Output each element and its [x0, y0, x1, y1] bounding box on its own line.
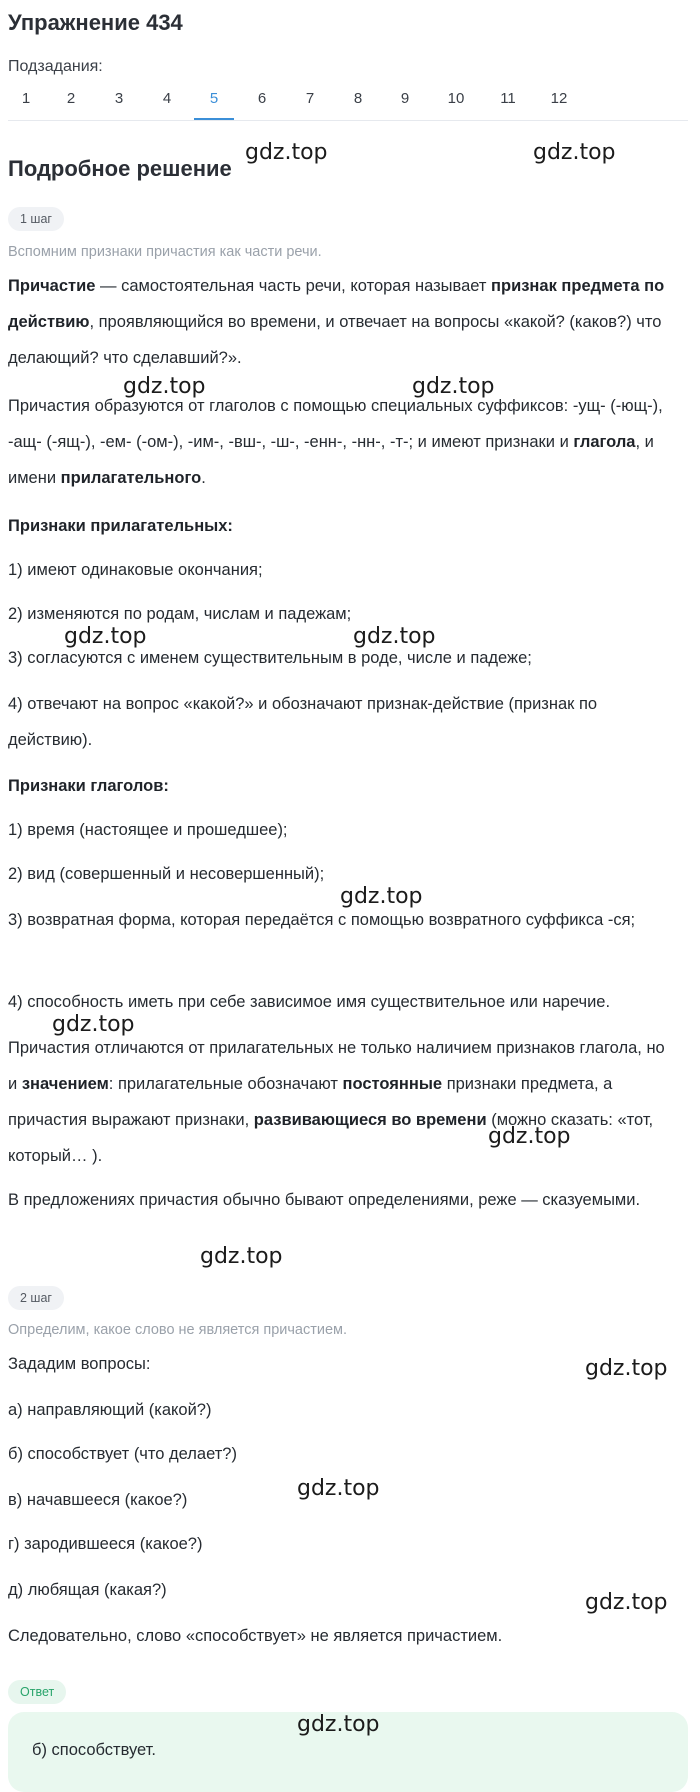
watermark: gdz.top — [297, 1712, 380, 1737]
answer-text: б) способствует. — [32, 1741, 156, 1759]
conclusion-text: Следовательно, слово «способствует» не является причастием. — [8, 1627, 503, 1645]
tab-7[interactable]: 7 — [305, 90, 315, 107]
subtask-tabs — [8, 86, 688, 121]
tab-4[interactable]: 4 — [162, 90, 172, 107]
watermark: gdz.top — [52, 1012, 135, 1037]
syntax-role-paragraph: В предложениях причастия обычно бывают определениями, реже — сказуемыми. — [8, 1191, 641, 1209]
watermark: gdz.top — [64, 624, 147, 649]
watermark: gdz.top — [245, 140, 328, 165]
definition-paragraph: Причастие — самостоятельная часть речи, которая называет признак предмета по действию, проявляющийся во времени, и отвечает на вопросы «какой? (каков?) что делающий? что сделавший?». — [8, 277, 665, 367]
tab-9[interactable]: 9 — [400, 90, 410, 107]
tab-12[interactable]: 12 — [550, 90, 568, 107]
watermark: gdz.top — [353, 624, 436, 649]
tab-3[interactable]: 3 — [114, 90, 124, 107]
step-2-badge: 2 шаг — [8, 1286, 64, 1310]
tab-11[interactable]: 11 — [500, 90, 516, 107]
adjective-features-heading: Признаки прилагательных: — [8, 517, 233, 535]
list-item: 4) способность иметь при себе зависимое имя существительное или наречие. — [8, 993, 611, 1011]
questions-intro: Зададим вопросы: — [8, 1355, 151, 1373]
tab-5[interactable]: 5 — [209, 90, 219, 107]
active-tab-indicator — [194, 118, 234, 120]
watermark: gdz.top — [585, 1590, 668, 1615]
subtasks-label: Подзадания: — [8, 58, 103, 75]
watermark: gdz.top — [297, 1476, 380, 1501]
tab-8[interactable]: 8 — [353, 90, 363, 107]
list-item: д) любящая (какая?) — [8, 1581, 167, 1599]
list-item: 4) отвечают на вопрос «какой?» и обозначают признак-действие (признак по действию). — [8, 695, 598, 749]
list-item: 2) изменяются по родам, числам и падежам; — [8, 605, 352, 623]
suffixes-paragraph: Причастия образуются от глаголов с помощью специальных суффиксов: -ущ- (-ющ-), -ащ- (-ящ-), -ем- (-ом-), -им-, -вш-, -ш-, -енн-, -нн-, -т-; и имеют признаки и глагола, и имени прилагательного. — [8, 397, 663, 487]
list-item: в) начавшееся (какое?) — [8, 1491, 188, 1509]
verb-features-heading: Признаки глаголов: — [8, 777, 169, 795]
tab-6[interactable]: 6 — [257, 90, 267, 107]
step-2-hint: Определим, какое слово не является причастием. — [8, 1322, 348, 1338]
watermark: gdz.top — [585, 1356, 668, 1381]
step-1-hint: Вспомним признаки причастия как части речи. — [8, 244, 322, 260]
page-title: Упражнение 434 — [8, 10, 183, 35]
watermark: gdz.top — [123, 374, 206, 399]
difference-paragraph: Причастия отличаются от прилагательных не только наличием признаков глагола, но и значением: прилагательные обозначают постоянные признаки предмета, а причастия выражают признаки, развивающиеся во времени (можно сказать: «тот, который… ). — [8, 1039, 665, 1165]
watermark: gdz.top — [200, 1244, 283, 1269]
tab-1[interactable]: 1 — [21, 90, 31, 107]
list-item: 3) согласуются с именем существительным в роде, числе и падеже; — [8, 649, 532, 667]
tab-2[interactable]: 2 — [66, 90, 76, 107]
list-item: 1) время (настоящее и прошедшее); — [8, 821, 288, 839]
tab-10[interactable]: 10 — [447, 90, 465, 107]
watermark: gdz.top — [488, 1124, 571, 1149]
list-item: б) способствует (что делает?) — [8, 1445, 237, 1463]
answer-badge: Ответ — [8, 1680, 66, 1704]
step-1-badge: 1 шаг — [8, 207, 64, 231]
watermark: gdz.top — [340, 884, 423, 909]
list-item: 3) возвратная форма, которая передаётся с помощью возвратного суффикса -ся; — [8, 911, 636, 929]
list-item: а) направляющий (какой?) — [8, 1401, 212, 1419]
list-item: 1) имеют одинаковые окончания; — [8, 561, 263, 579]
watermark: gdz.top — [533, 140, 616, 165]
watermark: gdz.top — [412, 374, 495, 399]
list-item: г) зародившееся (какое?) — [8, 1535, 203, 1553]
solution-title: Подробное решение — [8, 156, 232, 181]
list-item: 2) вид (совершенный и несовершенный); — [8, 865, 325, 883]
